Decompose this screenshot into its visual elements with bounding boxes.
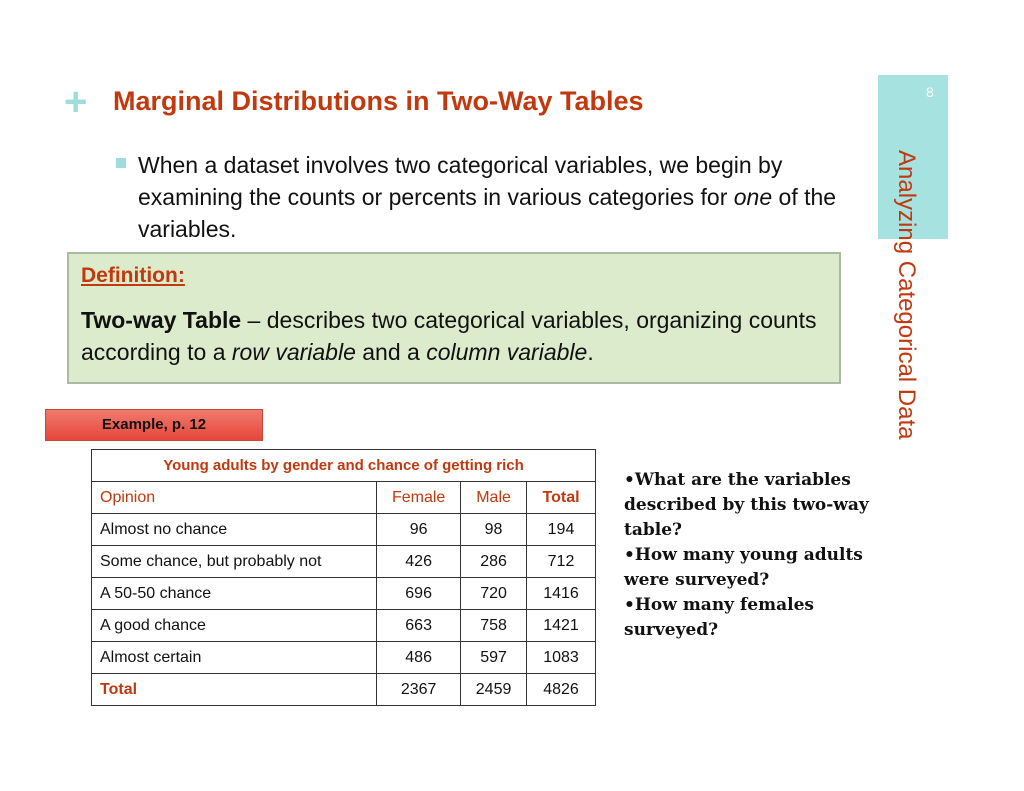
header-total: Total <box>527 482 596 514</box>
row-label: A good chance <box>92 610 377 642</box>
table-caption: Young adults by gender and chance of getting rich <box>92 450 596 482</box>
cell-total: 1083 <box>527 642 596 674</box>
cell-total: 712 <box>527 546 596 578</box>
square-bullet-icon <box>116 158 126 168</box>
cell-female: 696 <box>377 578 461 610</box>
cell-total: 1421 <box>527 610 596 642</box>
definition-body: Two-way Table – describes two categorical variables, organizing counts according to a row variable and a column variable. <box>81 307 817 365</box>
cell-total: 194 <box>527 514 596 546</box>
total-male: 2459 <box>461 674 527 706</box>
intro-bullet: When a dataset involves two categorical variables, we begin by examining the counts or percents in various categories for one of the variables. <box>138 152 837 242</box>
table-row <box>92 514 596 546</box>
cell-male: 286 <box>461 546 527 578</box>
question-item: •How many females surveyed? <box>624 595 814 640</box>
definition-box <box>67 252 841 384</box>
cell-female: 426 <box>377 546 461 578</box>
cell-male: 720 <box>461 578 527 610</box>
total-female: 2367 <box>377 674 461 706</box>
emphasis-one: one <box>733 184 773 210</box>
question-list <box>624 468 894 643</box>
plus-icon: + <box>64 80 88 124</box>
slide-title: Marginal Distributions in Two-Way Tables <box>113 86 644 116</box>
header-opinion: Opinion <box>92 482 377 514</box>
table-row <box>92 642 596 674</box>
cell-female: 663 <box>377 610 461 642</box>
column-variable-term: column variable <box>426 339 588 365</box>
row-label: A 50-50 chance <box>92 578 377 610</box>
definition-term: Two-way Table <box>81 307 242 333</box>
cell-female: 96 <box>377 514 461 546</box>
row-label: Almost no chance <box>92 514 377 546</box>
table-row <box>92 546 596 578</box>
row-label: Almost certain <box>92 642 377 674</box>
example-label: Example, p. 12 <box>45 409 263 441</box>
cell-male: 597 <box>461 642 527 674</box>
two-way-table <box>91 449 596 706</box>
question-item: •How many young adults were surveyed? <box>624 545 863 590</box>
cell-male: 98 <box>461 514 527 546</box>
total-label: Total <box>92 674 377 706</box>
cell-total: 1416 <box>527 578 596 610</box>
sidebar-section-title: Analyzing Categorical Data <box>893 150 920 440</box>
row-label: Some chance, but probably not <box>92 546 377 578</box>
table-row <box>92 578 596 610</box>
header-female: Female <box>377 482 461 514</box>
table-caption-row <box>92 450 596 482</box>
header-male: Male <box>461 482 527 514</box>
row-variable-term: row variable <box>231 339 356 365</box>
question-item: •What are the variables described by this two-way table? <box>624 470 869 540</box>
total-overall: 4826 <box>527 674 596 706</box>
cell-female: 486 <box>377 642 461 674</box>
page-number: 8 <box>926 84 934 100</box>
table-total-row <box>92 674 596 706</box>
definition-heading: Definition: <box>81 264 185 287</box>
cell-male: 758 <box>461 610 527 642</box>
table-row <box>92 610 596 642</box>
table-header-row <box>92 482 596 514</box>
